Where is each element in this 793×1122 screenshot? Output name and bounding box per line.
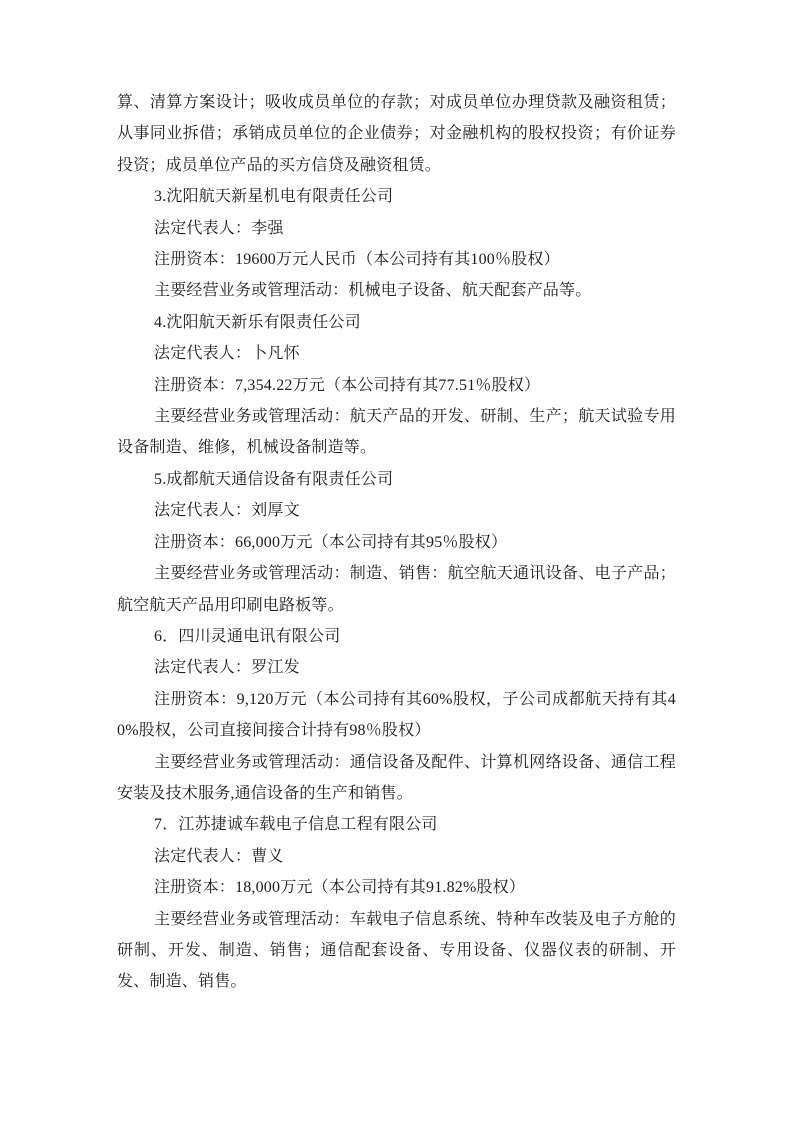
company-6-legal-rep: 法定代表人：罗江发: [154, 659, 300, 677]
company-4-business-scope: 主要经营业务或管理活动：航天产品的开发、研制、生产；航天试验专用设备制造、维修，机械设备制造等。: [117, 408, 676, 457]
company-7-legal-rep: 法定代表人：曹义: [154, 847, 284, 865]
company-7-business-scope: 主要经营业务或管理活动：车载电子信息系统、特种车改装及电子方舱的研制、开发、制造、销售；通信配套设备、专用设备、仪器仪表的研制、开发、制造、销售。: [117, 910, 676, 991]
company-7-title: 7．江苏捷诚车载电子信息工程有限公司: [154, 816, 438, 834]
company-7-registered-capital: 注册资本：18,000万元（本公司持有其91.82%股权）: [154, 879, 526, 897]
company-5-registered-capital: 注册资本：66,000万元（本公司持有其95％股权）: [154, 533, 508, 551]
company-5-business-scope: 主要经营业务或管理活动：制造、销售：航空航天通讯设备、电子产品；航空航天产品用印刷电路板等。: [117, 565, 676, 614]
company-4-registered-capital: 注册资本：7,354.22万元（本公司持有其77.51％股权）: [154, 376, 541, 394]
intro-paragraph: 算、清算方案设计；吸收成员单位的存款；对成员单位办理贷款及融资租赁；从事同业拆借；承销成员单位的企业债券；对金融机构的股权投资；有价证券投资；成员单位产品的买方信贷及融资租赁。: [117, 94, 676, 174]
company-5-title: 5.成都航天通信设备有限责任公司: [154, 470, 394, 488]
company-6-title: 6．四川灵通电讯有限公司: [154, 627, 341, 645]
company-3-legal-rep: 法定代表人：李强: [154, 219, 284, 237]
company-3-registered-capital: 注册资本：19600万元人民币（本公司持有其100％股权）: [154, 251, 560, 269]
company-5-legal-rep: 法定代表人：刘厚文: [154, 502, 300, 520]
company-4-legal-rep: 法定代表人：卜凡怀: [154, 345, 300, 363]
company-4-title: 4.沈阳航天新乐有限责任公司: [154, 313, 361, 331]
company-6-business-scope: 主要经营业务或管理活动：通信设备及配件、计算机网络设备、通信工程安装及技术服务,通信设备的生产和销售。: [117, 753, 676, 802]
company-6-registered-capital: 注册资本：9,120万元（本公司持有其60%股权，子公司成都航天持有其40%股权，公司直接间接合计持有98％股权）: [117, 690, 676, 740]
company-3-title: 3.沈阳航天新星机电有限责任公司: [154, 188, 394, 206]
company-3-business-scope: 主要经营业务或管理活动：机械电子设备、航天配套产品等。: [154, 282, 592, 300]
